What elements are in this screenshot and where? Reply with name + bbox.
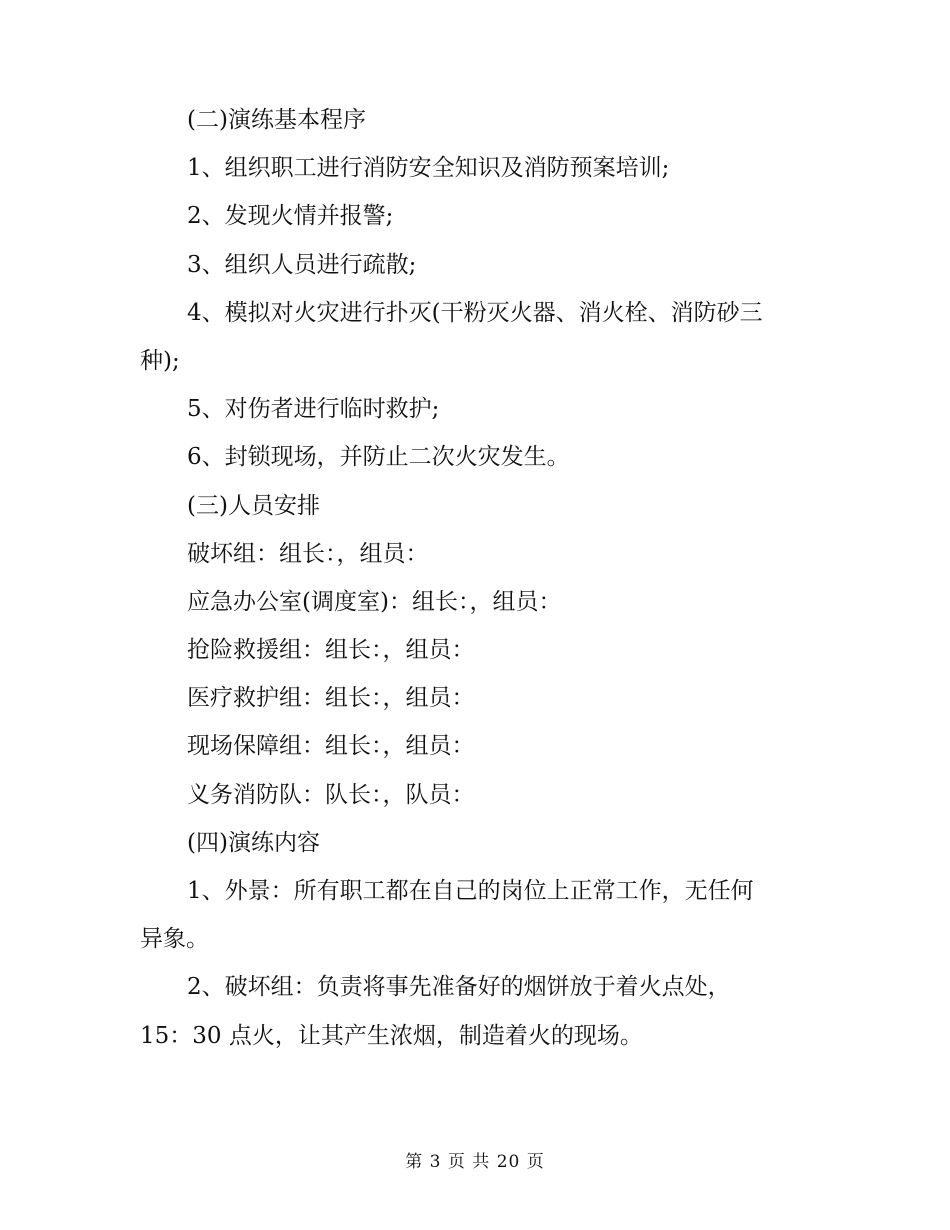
paragraph-line: 破坏组：组长：，组员：	[187, 540, 429, 567]
paragraph-line: 1、组织职工进行消防安全知识及消防预案培训;	[187, 155, 670, 182]
paragraph-line: 2、发现火情并报警;	[187, 203, 394, 230]
section-heading-content: (四)演练内容	[187, 829, 320, 856]
paragraph-line: 3、组织人员进行疏散;	[187, 251, 417, 278]
section-heading-staffing: (三)人员安排	[187, 492, 320, 519]
paragraph-line: 种);	[140, 347, 180, 374]
paragraph-line: 医疗救护组：组长：，组员：	[187, 685, 475, 712]
paragraph-line: 义务消防队：队长：，队员：	[187, 781, 475, 808]
paragraph-line: 2、破坏组：负责将事先准备好的烟饼放于着火点处，	[187, 974, 731, 1001]
paragraph-line: 应急办公室(调度室)：组长：，组员：	[187, 588, 562, 615]
paragraph-line: 4、模拟对火灾进行扑灭(干粉灭火器、消火栓、消防砂三	[187, 299, 763, 326]
paragraph-line: 15：30 点火，让其产生浓烟，制造着火的现场。	[140, 1022, 643, 1049]
paragraph-line: 抢险救援组：组长：，组员：	[187, 637, 475, 664]
section-heading-procedure: (二)演练基本程序	[187, 107, 366, 133]
paragraph-line: 异象。	[140, 926, 209, 953]
paragraph-line: 5、对伤者进行临时救护;	[187, 396, 440, 423]
paragraph-line: 1、外景：所有职工都在自己的岗位上正常工作，无任何	[187, 878, 754, 904]
paragraph-line: 现场保障组：组长：，组员：	[187, 733, 475, 760]
page-number-footer: 第 3 页 共 20 页	[405, 1152, 545, 1172]
document-body	[140, 96, 815, 1060]
paragraph-line: 6、封锁现场，并防止二次火灾发生。	[187, 444, 570, 471]
